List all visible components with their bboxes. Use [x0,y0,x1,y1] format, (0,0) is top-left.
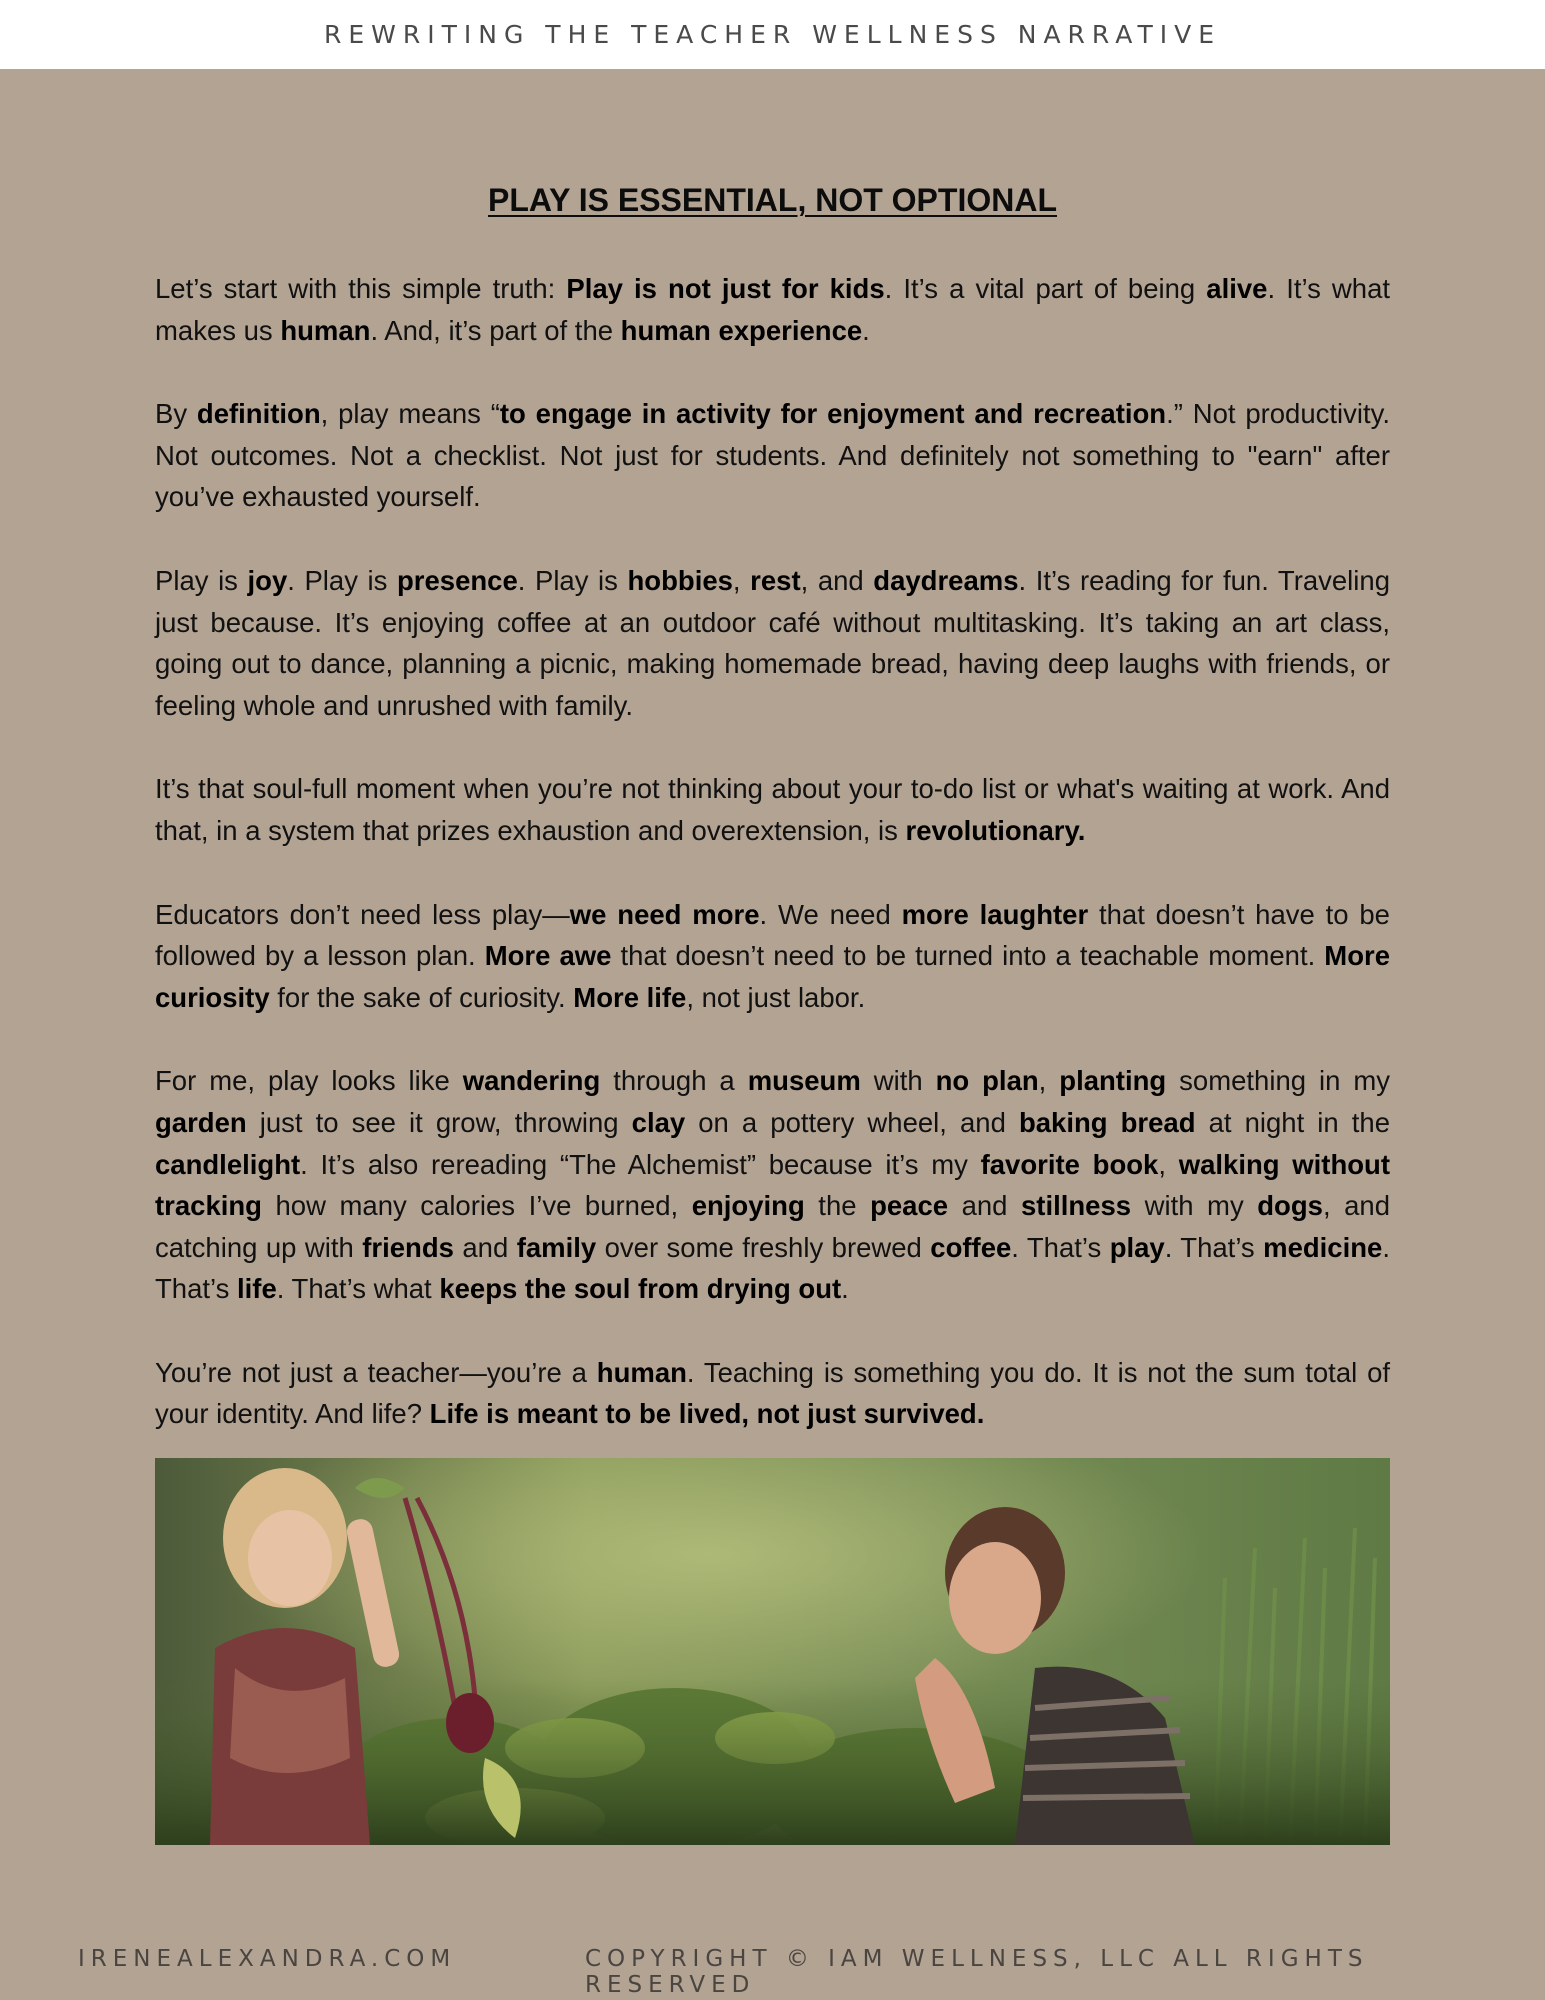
emphasis-text: peace [870,1190,949,1222]
emphasis-text: coffee [930,1231,1012,1263]
paragraph-text: . Play is [287,564,397,596]
header-title: REWRITING THE TEACHER WELLNESS NARRATIVE [324,20,1221,49]
paragraph-text: . [841,1273,849,1305]
paragraph-text: . And, it’s part of the [370,314,621,346]
body-paragraph [155,894,1390,1019]
paragraph-text: , not just labor. [686,981,866,1013]
emphasis-text: presence [396,564,518,596]
emphasis-text: life [237,1273,277,1305]
paragraph-text: just to see it grow, throwing [246,1106,632,1138]
paragraph-text: . It’s a vital part of being [884,273,1207,304]
emphasis-text: Play is not just for kids [566,273,885,304]
paragraph-text: something in my [1166,1065,1390,1097]
emphasis-text: friends [362,1231,454,1263]
paragraph-text: Educators don’t need less play— [155,898,570,930]
emphasis-text: garden [155,1106,247,1138]
article-body [155,268,1390,1477]
emphasis-text: More life [573,981,687,1013]
emphasis-text: More awe [484,940,612,972]
paragraph-text: . It’s reading for fun. Traveling just because. It’s enjoying coffee at an outdoor café without multitasking. It’s taking an art class, going out to dance, planning a picnic, making homemade bread, having deep laughs with friends, or feeling whole and unrushed with family. [155,564,1390,721]
paragraph-text: over some freshly brewed [596,1231,931,1263]
paragraph-text: with my [1131,1190,1258,1222]
paragraph-text: . It’s also rereading “The Alchemist” because it’s my [300,1148,981,1180]
page-title: PLAY IS ESSENTIAL, NOT OPTIONAL [488,182,1057,218]
paragraph-text: , [1158,1148,1179,1180]
emphasis-text: keeps the soul from drying out [439,1273,842,1305]
paragraph-text: with [860,1065,936,1097]
paragraph-text: that doesn’t need to be turned into a teachable moment. [611,940,1325,972]
emphasis-text: hobbies [627,564,733,596]
body-paragraph [155,768,1390,851]
paragraph-text: through a [600,1065,748,1097]
paragraph-text: on a pottery wheel, and [685,1106,1019,1138]
body-paragraph [155,1352,1390,1435]
emphasis-text: play [1109,1231,1165,1263]
paragraph-text: For me, play looks like [155,1065,463,1097]
emphasis-text: More curiosity [155,940,1390,1013]
paragraph-text: Play is [155,564,248,596]
paragraph-text: . That’s what [276,1273,440,1305]
paragraph-text: . That’s [1164,1231,1264,1263]
paragraph-text: . [862,314,870,346]
paragraph-text: Let’s start with this simple truth: [155,273,567,304]
emphasis-text: planting [1059,1065,1167,1097]
emphasis-text: clay [631,1106,686,1138]
emphasis-text: to engage in activity for enjoyment and recreation [499,398,1167,430]
emphasis-text: more laughter [901,898,1089,930]
paragraph-text: .” Not productivity. Not outcomes. Not a checklist. Not just for students. And definitely not something to "earn" after you’ve exhausted yourself. [155,398,1390,513]
paragraph-text: , play means “ [320,398,500,430]
emphasis-text: human [280,314,371,346]
emphasis-text: baking bread [1018,1106,1196,1138]
emphasis-text: candlelight [155,1148,301,1180]
paragraph-text: and [453,1231,517,1263]
paragraph-text: . Teaching is something you do. It is not the sum total of your identity. And life? [155,1356,1391,1430]
page-footer [0,1946,1545,1998]
emphasis-text: Life is meant to be lived, not just survived. [429,1398,985,1430]
emphasis-text: no plan [935,1065,1039,1097]
emphasis-text: human experience [620,314,863,346]
paragraph-text: the [804,1190,871,1222]
emphasis-text: revolutionary. [905,814,1086,846]
paragraph-text: You’re not just a teacher—you’re a [155,1356,597,1388]
paragraph-text: . That’s [1011,1231,1110,1263]
website-link[interactable]: IRENEALEXANDRA.COM [78,1946,457,1972]
paragraph-text: that doesn’t have to be followed by a lesson plan. [155,898,1390,972]
paragraph-text: and [948,1190,1021,1222]
emphasis-text: alive [1206,273,1268,304]
emphasis-text: joy [247,564,288,596]
emphasis-text: enjoying [691,1190,805,1222]
emphasis-text: walking without tracking [155,1148,1391,1222]
body-paragraph [155,268,1390,351]
paragraph-text: By [155,398,197,430]
paragraph-text: It’s that soul-full moment when you’re not thinking about your to-do list or what's waiting at work. And that, in a system that prizes exhaustion and overextension, is [155,773,1390,846]
emphasis-text: definition [196,398,321,430]
emphasis-text: family [516,1231,597,1263]
emphasis-text: favorite book [980,1148,1159,1180]
emphasis-text: museum [747,1065,861,1097]
paragraph-text: . Play is [517,564,628,596]
paragraph-text: how many calories I’ve burned, [261,1190,692,1222]
page-header [0,0,1545,69]
paragraph-text: . That’s [155,1231,1390,1305]
garden-photo [155,1458,1390,1845]
paragraph-text: , [1038,1065,1060,1097]
paragraph-text: , [732,564,751,596]
emphasis-text: medicine [1263,1231,1383,1263]
emphasis-text: rest [750,564,801,596]
emphasis-text: we need more [569,898,760,930]
paragraph-text: . It’s what makes us [155,273,1391,346]
emphasis-text: human [596,1356,687,1388]
paragraph-text: . We need [759,898,902,930]
emphasis-text: stillness [1021,1190,1132,1222]
body-paragraph [155,1060,1390,1310]
body-paragraph [155,560,1390,726]
paragraph-text: , and [800,564,874,596]
emphasis-text: daydreams [873,564,1019,596]
copyright-notice: COPYRIGHT © IAM WELLNESS, LLC ALL RIGHTS RESERVED [585,1946,1369,1998]
paragraph-text: , and catching up with [155,1190,1390,1263]
paragraph-text: for the sake of curiosity. [269,981,574,1013]
emphasis-text: dogs [1257,1190,1323,1222]
body-paragraph [155,393,1390,518]
paragraph-text: at night in the [1195,1106,1390,1138]
emphasis-text: wandering [462,1065,601,1097]
